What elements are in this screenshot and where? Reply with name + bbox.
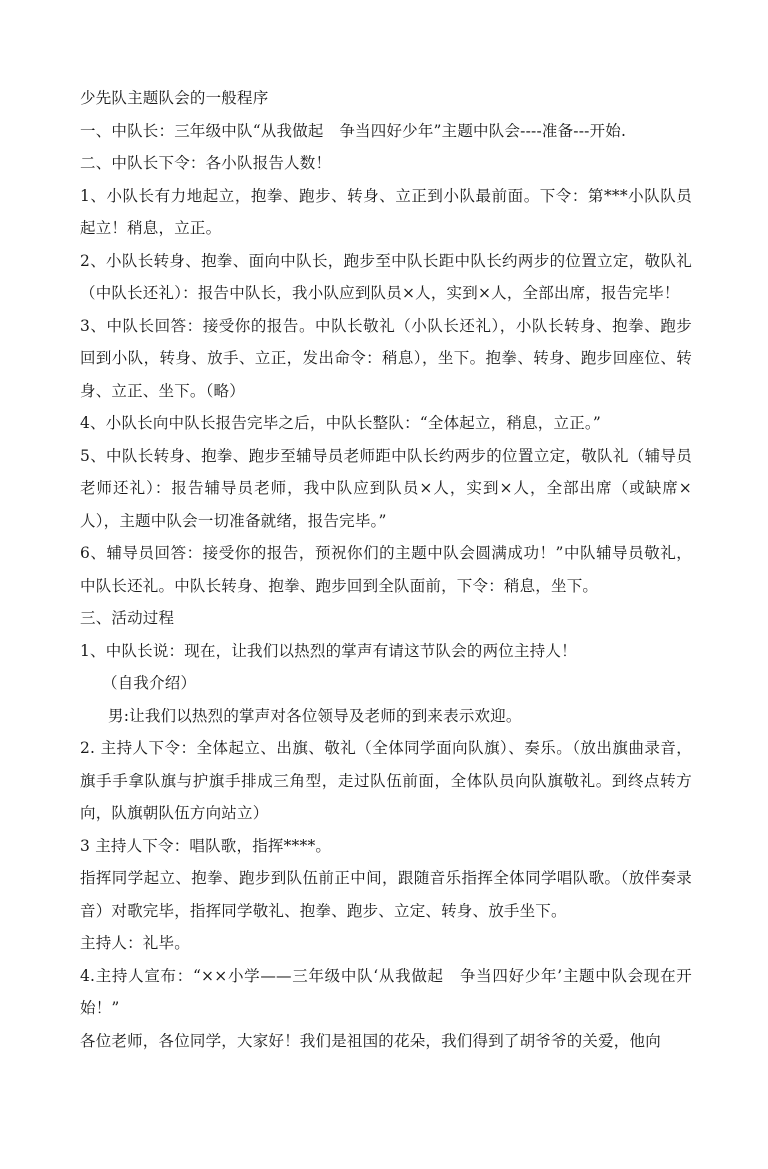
paragraph: 4、小队长向中队长报告完毕之后，中队长整队：“全体起立，稍息，立正。” (80, 414, 601, 432)
paragraph: 1、中队长说：现在，让我们以热烈的掌声有请这节队会的两位主持人！ (80, 641, 577, 660)
paragraph: 5、中队长转身、抱拳、跑步至辅导员老师距中队长约两步的位置立定，敬队礼（辅导员老师还礼）：报告辅导员老师，我中队应到队员×人，实到×人，全部出席（或缺席×人），主题中队会一切准备就绪，报告完毕。” (80, 446, 692, 530)
paragraph: 2. 主持人下令：全体起立、出旗、敬礼（全体同学面向队旗）、奏乐。（放出旗曲录音，旗手手拿队旗与护旗手排成三角型，走过队伍前面，全体队员向队旗敬礼。到终点转方向，队旗朝队伍方向站立） (80, 739, 692, 822)
paragraph: 指挥同学起立、抱拳、跑步到队伍前正中间，跟随音乐指挥全体同学唱队歌。（放伴奏录音）对歌完毕，指挥同学敬礼、抱拳、跑步、立定、转身、放手坐下。 (80, 869, 692, 920)
section-heading-2: 二、中队长下令：各小队报告人数！ (80, 154, 332, 172)
paragraph: 4.主持人宣布：“××小学——三年级中队‘从我做起 争当四好少年’主题中队会现在开始！” (80, 966, 692, 1017)
paragraph: 6、辅导员回答：接受你的报告，预祝你们的主题中队会圆满成功！”中队辅导员敬礼，中队长还礼。中队长转身、抱拳、跑步回到全队面前，下令：稍息，坐下。 (80, 544, 692, 595)
paragraph-indented: （自我介绍） (102, 674, 197, 692)
paragraph: 3 主持人下令：唱队歌，指挥****。 (80, 836, 332, 855)
document-title: 少先队主题队会的一般程序 (80, 89, 269, 107)
paragraph-indented: 男:让我们以热烈的掌声对各位领导及老师的到来表示欢迎。 (108, 706, 522, 725)
paragraph: 2、小队长转身、抱拳、面向中队长，跑步至中队长距中队长约两步的位置立定，敬队礼（中队长还礼）：报告中队长，我小队应到队员×人，实到×人，全部出席，报告完毕！ (80, 251, 692, 302)
paragraph: 1、小队长有力地起立，抱拳、跑步、转身、立正到小队最前面。下令：第***小队队员起立！稍息，立正。 (80, 186, 692, 237)
document-body (80, 82, 692, 1057)
section-heading-3: 三、活动过程 (80, 609, 175, 627)
paragraph: 各位老师，各位同学，大家好！我们是祖国的花朵，我们得到了胡爷爷的关爱，他向 (80, 1031, 661, 1050)
paragraph: 3、中队长回答：接受你的报告。中队长敬礼（小队长还礼），小队长转身、抱拳、跑步回到小队，转身、放手、立正，发出命令：稍息），坐下。抱拳、转身、跑步回座位、转身、立正、坐下。（略） (80, 316, 692, 400)
section-heading-1: 一、中队长：三年级中队“从我做起 争当四好少年”主题中队会----准备---开始. (80, 121, 627, 140)
paragraph: 主持人：礼毕。 (80, 934, 190, 952)
